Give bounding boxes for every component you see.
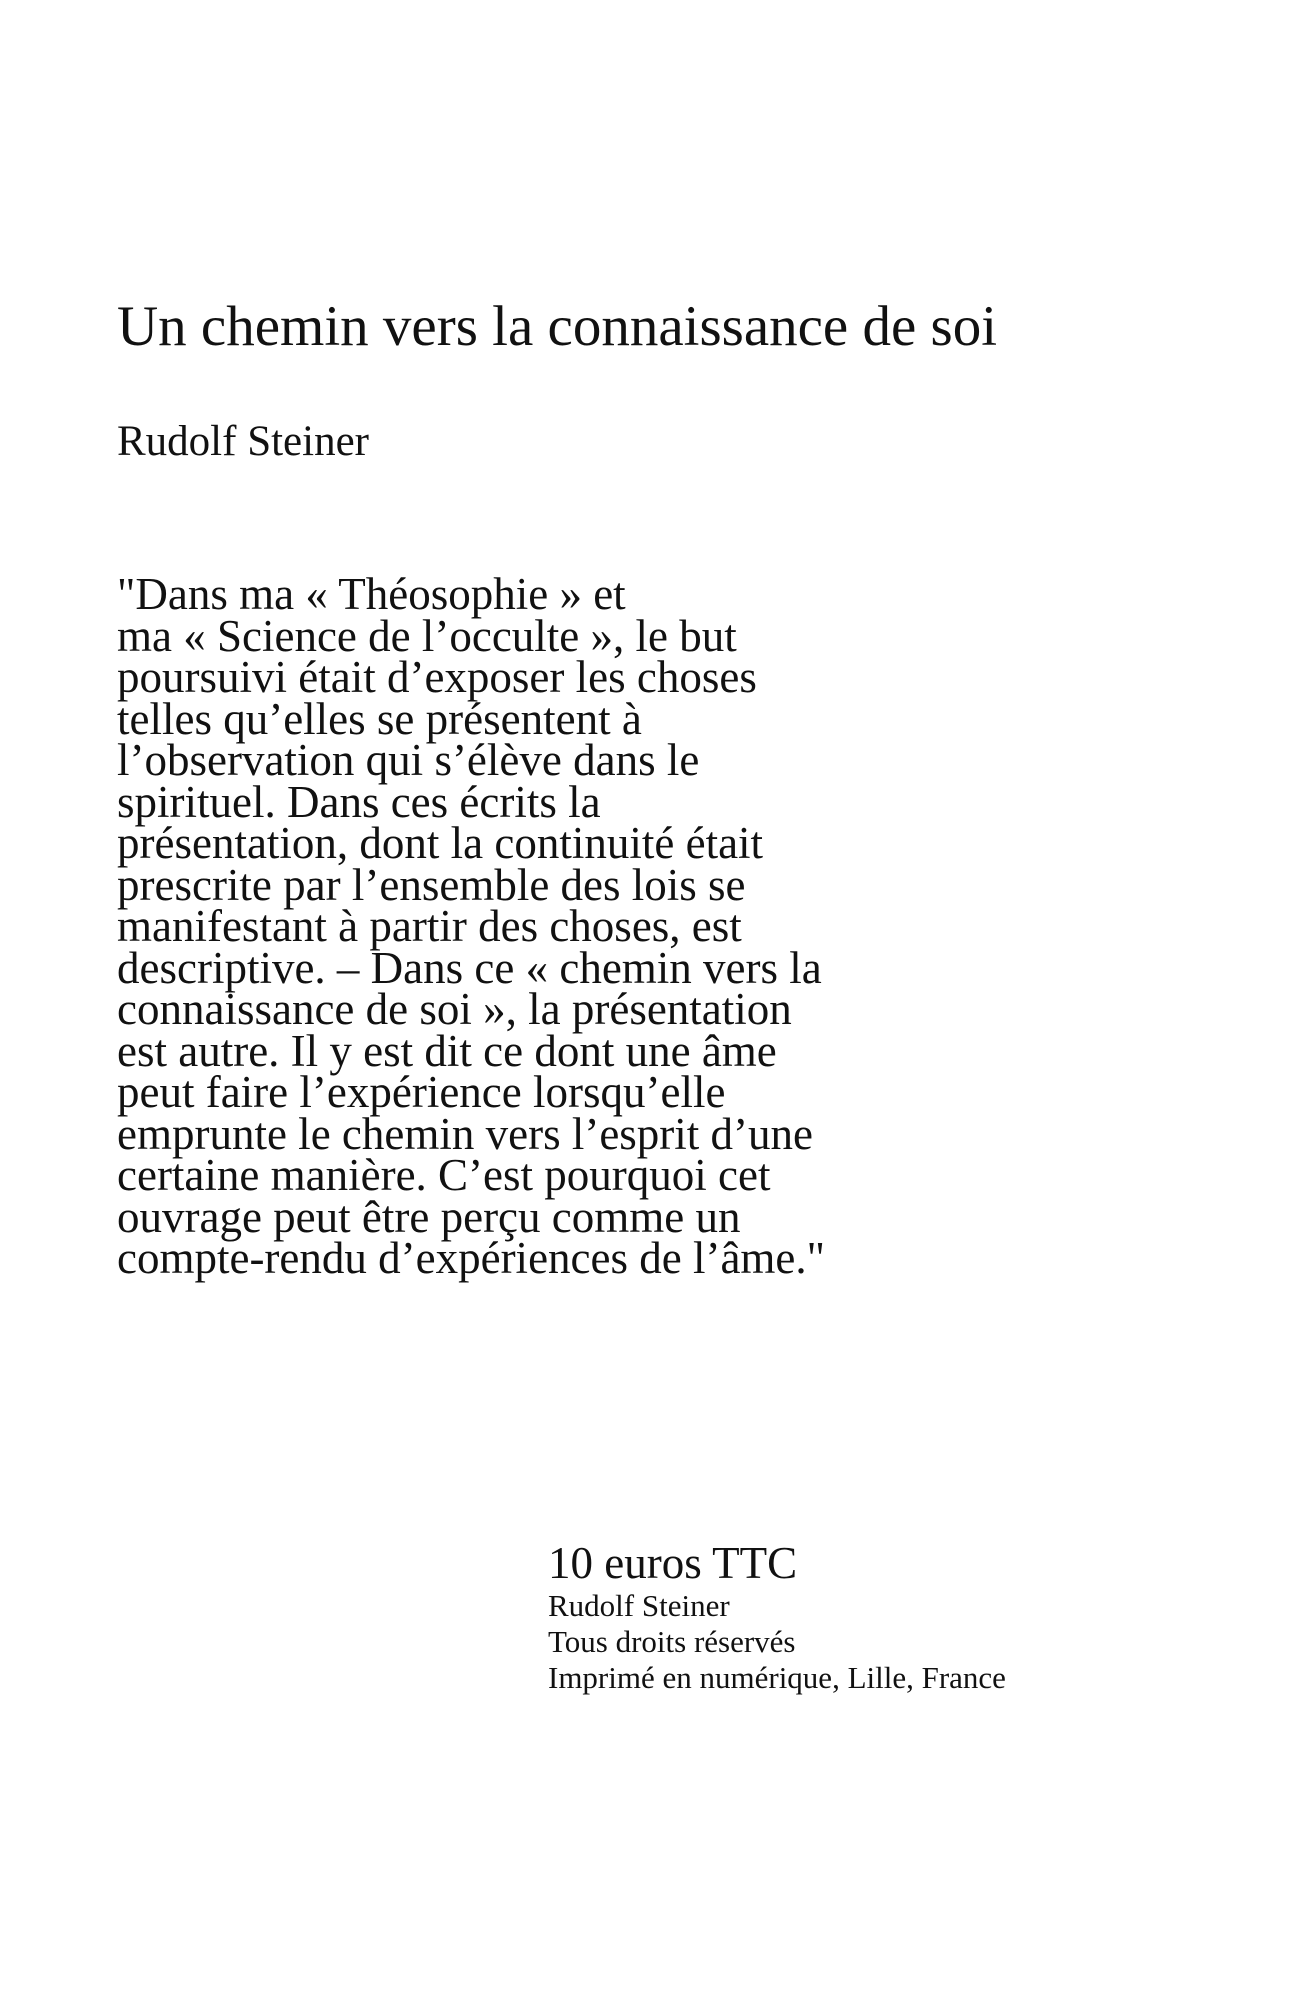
blurb-line: ma « Science de l’occulte », le but xyxy=(117,610,737,661)
blurb-line: est autre. Il y est dit ce dont une âme xyxy=(117,1025,777,1076)
colophon xyxy=(548,1538,1006,1696)
printing-notice: Imprimé en numérique, Lille, France xyxy=(548,1660,1006,1695)
blurb-line: présentation, dont la continuité était xyxy=(117,818,764,868)
blurb-line: "Dans ma « Théosophie » et xyxy=(117,569,626,619)
blurb-line: certaine manière. C’est pourquoi cet xyxy=(117,1150,771,1200)
blurb-line: prescrite par l’ensemble des lois se xyxy=(117,859,746,910)
blurb-line: telles qu’elles se présentent à xyxy=(117,693,642,744)
colophon-author: Rudolf Steiner xyxy=(548,1588,730,1623)
blurb-line: spirituel. Dans ces écrits la xyxy=(117,776,601,827)
blurb-line: emprunte le chemin vers l’esprit d’une xyxy=(117,1108,814,1159)
blurb-line: poursuivi était d’exposer les choses xyxy=(117,652,757,702)
blurb-line: ouvrage peut être perçu comme un xyxy=(117,1191,741,1242)
blurb-line: descriptive. – Dans ce « chemin vers la xyxy=(117,942,822,993)
blurb-line: l’observation qui s’élève dans le xyxy=(117,735,700,785)
book-title: Un chemin vers la connaissance de soi xyxy=(117,295,998,358)
blurb-quote xyxy=(117,569,826,1283)
blurb-line: connaissance de soi », la présentation xyxy=(117,984,792,1034)
book-author: Rudolf Steiner xyxy=(117,418,369,465)
blurb-line: peut faire l’expérience lorsqu’elle xyxy=(117,1067,726,1117)
price-label: 10 euros TTC xyxy=(548,1538,798,1588)
blurb-line: manifestant à partir des choses, est xyxy=(117,901,742,951)
rights-notice: Tous droits réservés xyxy=(548,1624,796,1659)
blurb-line: compte-rendu d’expériences de l’âme." xyxy=(117,1233,826,1283)
